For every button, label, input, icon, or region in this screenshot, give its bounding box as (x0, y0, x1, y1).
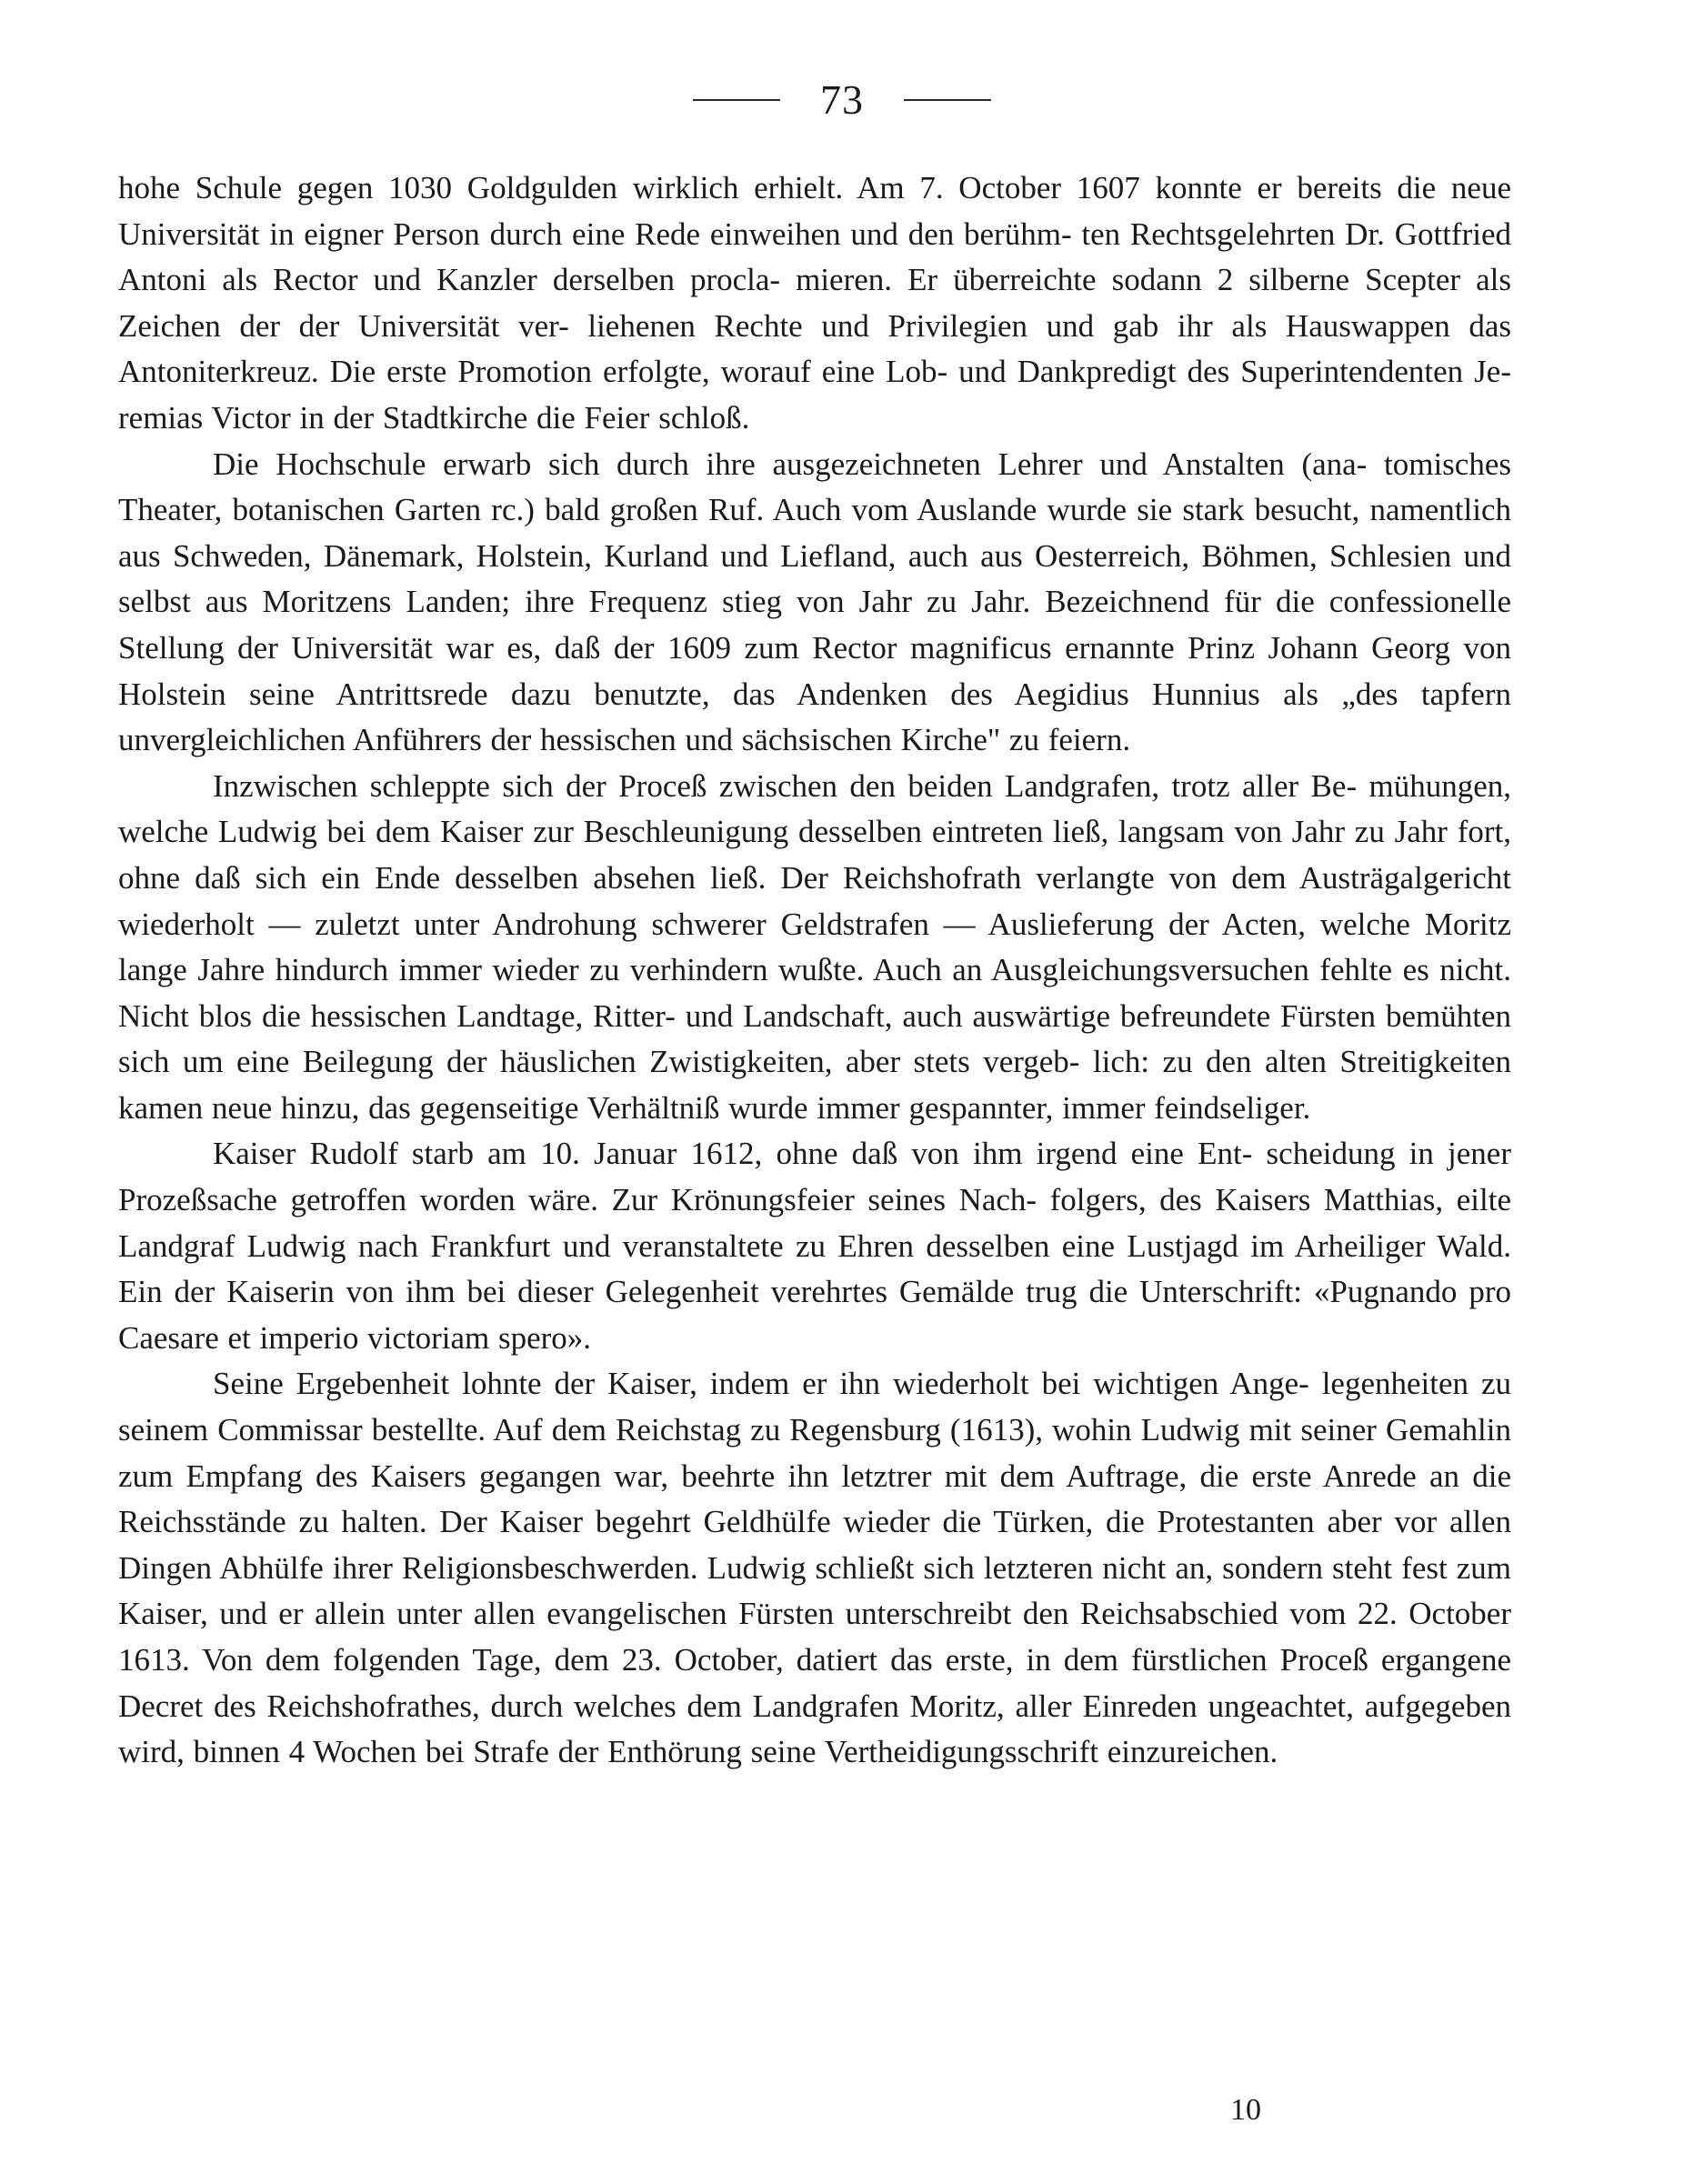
header-rule-left (693, 99, 780, 101)
paragraph-3: Inzwischen schleppte sich der Proceß zwischen den beiden Landgrafen, trotz aller Be- mühungen, welche Ludwig bei dem Kaiser zur Beschleunigung desselben eintreten ließ, langsam von Jahr zu Jahr fort, ohne daß sich ein Ende desselben absehen ließ. Der Reichshofrath verlangte von dem Austrägalgericht wiederholt — zuletzt unter Androhung schwerer Geldstrafen — Auslieferung der Acten, welche Moritz lange Jahre hindurch immer wieder zu verhindern wußte. Auch an Ausgleichungsversuchen fehlte es nicht. Nicht blos die hessischen Landtage, Ritter- und Landschaft, auch auswärtige befreundete Fürsten bemühten sich um eine Beilegung der häuslichen Zwistigkeiten, aber stets vergeb- lich: zu den alten Streitigkeiten kamen neue hinzu, das gegenseitige Verhältniß wurde immer gespannter, immer feindseliger. (118, 767, 1511, 1126)
page-number: 73 (820, 76, 864, 123)
paragraph-5: Seine Ergebenheit lohnte der Kaiser, indem er ihn wiederholt bei wichtigen Ange- legenheiten zu seinem Commissar bestellte. Auf dem Reichstag zu Regensburg (1613), wohin Ludwig mit seiner Gemahlin zum Empfang des Kaisers gegangen war, beehrte ihn letztrer mit dem Auftrage, die erste Anrede an die Reichsstände zu halten. Der Kaiser begehrt Geldhülfe wieder die Türken, die Protestanten aber vor allen Dingen Abhülfe ihrer Religionsbeschwerden. Ludwig schließt sich letzteren nicht an, sondern steht fest zum Kaiser, und er allein unter allen evangelischen Fürsten unterschreibt den Reichsabschied vom 22. October 1613. Von dem folgenden Tage, dem 23. October, datiert das erste, in dem fürstlichen Proceß ergangene Decret des Reichshofrathes, durch welches dem Landgrafen Moritz, aller Einreden ungeachtet, aufgegeben wird, binnen 4 Wochen bei Strafe der Enthörung seine Vertheidigungsschrift einzureichen. (118, 1366, 1511, 1770)
paragraph-2: Die Hochschule erwarb sich durch ihre ausgezeichneten Lehrer und Anstalten (ana- tomisches Theater, botanischen Garten rc.) bald großen Ruf. Auch vom Auslande wurde sie stark besucht, namentlich aus Schweden, Dänemark, Holstein, Kurland und Liefland, auch aus Oesterreich, Böhmen, Schlesien und selbst aus Moritzens Landen; ihre Frequenz stieg von Jahr zu Jahr. Bezeichnend für die confessionelle Stellung der Universität war es, daß der 1609 zum Rector magnificus ernannte Prinz Johann Georg von Holstein seine Antrittsrede dazu benutzte, das Andenken des Aegidius Hunnius als „des tapfern unvergleichlichen Anführers der hessischen und sächsischen Kirche" zu feiern. (118, 446, 1511, 758)
header-rule-right (904, 99, 991, 101)
page-header (0, 73, 1684, 127)
paragraph-1: hohe Schule gegen 1030 Goldgulden wirklich erhielt. Am 7. October 1607 konnte er bereits die neue Universität in eigner Person durch eine Rede einweihen und den berühm- ten Rechtsgelehrten Dr. Gottfried Antoni als Rector und Kanzler derselben procla- mieren. Er überreichte sodann 2 silberne Scepter als Zeichen der der Universität ver- liehenen Rechte und Privilegien und gab ihr als Hauswappen das Antoniterkreuz. Die erste Promotion erfolgte, worauf eine Lob- und Dankpredigt des Superintendenten Je- remias Victor in der Stadtkirche die Feier schloß. (118, 170, 1511, 436)
page-body (118, 165, 1511, 1776)
signature-mark: 10 (1230, 2093, 1261, 2127)
paragraph-4: Kaiser Rudolf starb am 10. Januar 1612, ohne daß von ihm irgend eine Ent- scheidung in jener Prozeßsache getroffen worden wäre. Zur Krönungsfeier seines Nach- folgers, des Kaisers Matthias, eilte Landgraf Ludwig nach Frankfurt und veranstaltete zu Ehren desselben eine Lustjagd im Arheiliger Wald. Ein der Kaiserin von ihm bei dieser Gelegenheit verehrtes Gemälde trug die Unterschrift: «Pugnando pro Caesare et imperio victoriam spero». (118, 1136, 1511, 1356)
